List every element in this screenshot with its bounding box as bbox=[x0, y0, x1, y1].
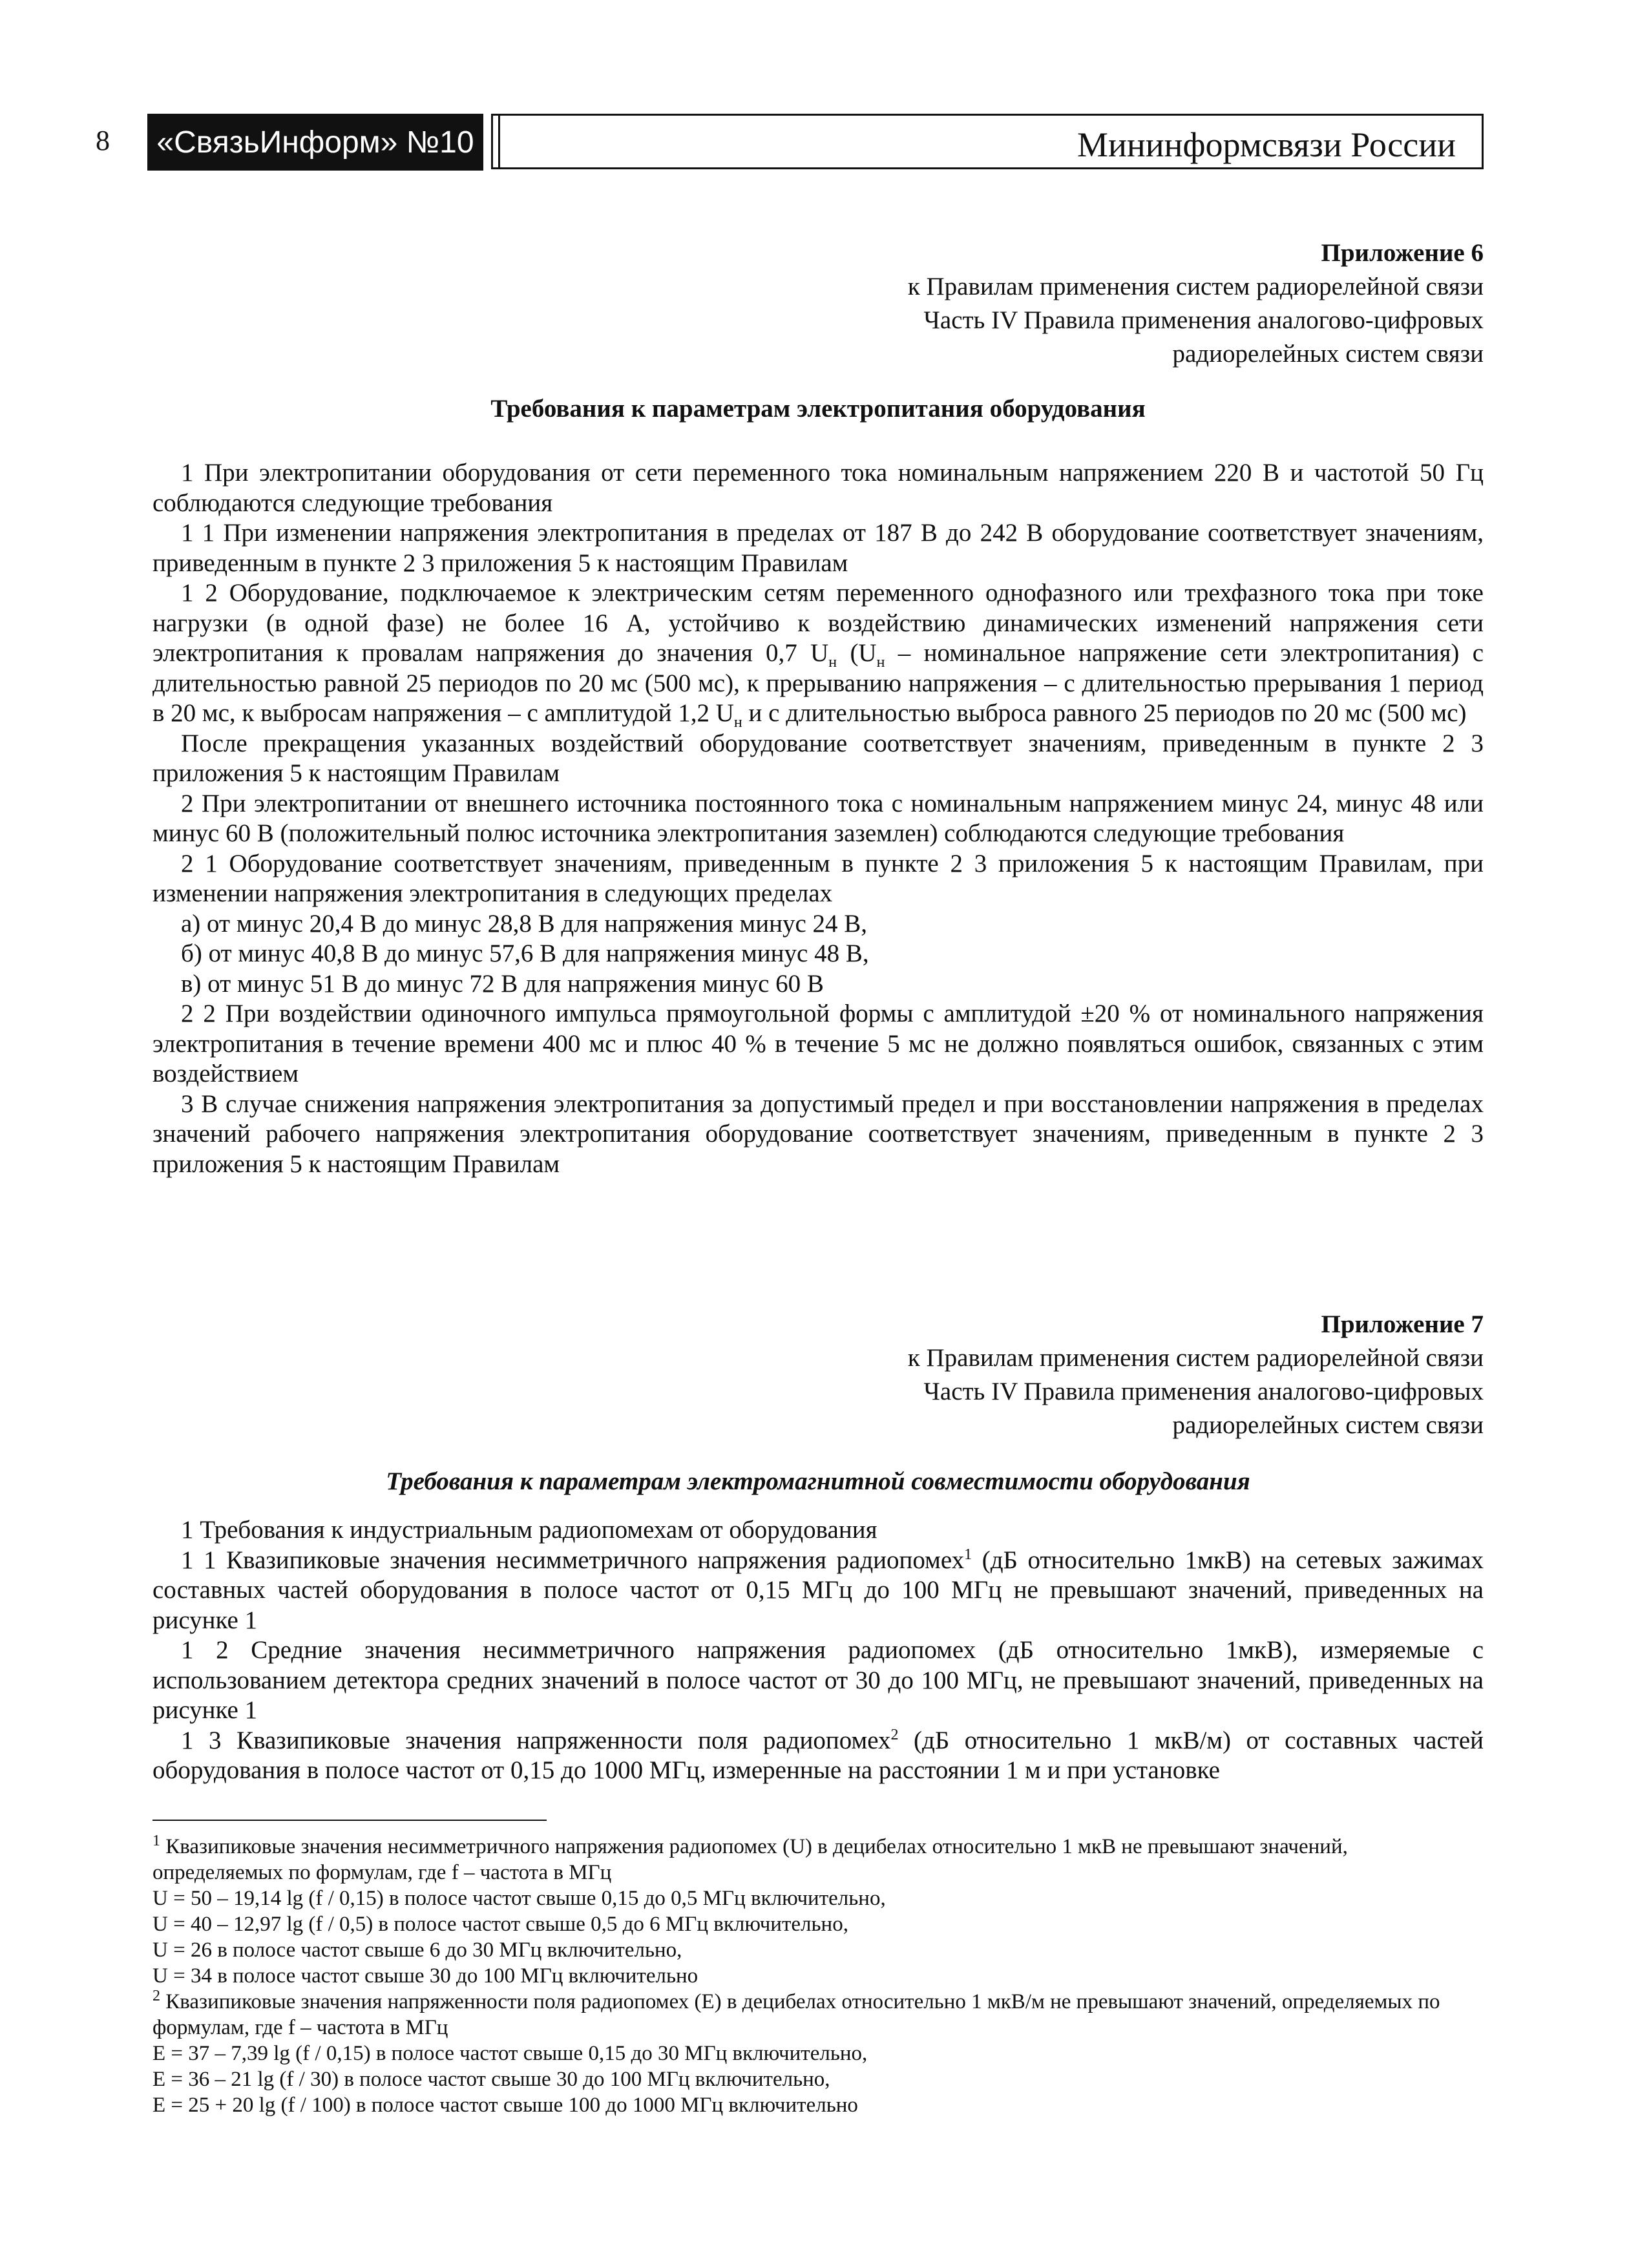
a6-paragraph-2-2: 2 2 При воздействии одиночного импульса прямоугольной формы с амплитудой ±20 % от номинального напряжения электропитания в течение времени 400 мс и плюс 40 % в течение 5 мс не должно появляться ошибок, связанных с этим воздействием bbox=[152, 1000, 1484, 1087]
appendix-7-line3: радиорелейных систем связи bbox=[1172, 1411, 1484, 1439]
footnote-1-formula-2: U = 40 – 12,97 lg (f / 0,5) в полосе частот свыше 0,5 до 6 МГц включительно, bbox=[152, 1913, 848, 1936]
a6-paragraph-2-1: 2 1 Оборудование соответствует значениям, приведенным в пункте 2 3 приложения 5 к настоящим Правилам, при изменении напряжения электропитания в следующих пределах bbox=[152, 849, 1484, 907]
a6-paragraph-after: После прекращения указанных воздействий оборудование соответствует значениям, приведенным в пункте 2 3 приложения 5 к настоящим Правилам bbox=[152, 729, 1484, 787]
footnote-2: $^2$ Квазипиковые значения напряженности поля радиопомех (Е) в децибелах относительно 1 мкВ/м не превышают значений, определяемых по формулам, где f – частота в МГц bbox=[152, 1988, 1440, 2039]
appendix-6-body bbox=[152, 394, 1484, 1179]
appendix-6-caption bbox=[152, 236, 1484, 371]
footnote-ref-2: 2 bbox=[890, 1726, 899, 1743]
footnote-1-formula-1: U = 50 – 19,14 lg (f / 0,15) в полосе частот свыше 0,15 до 0,5 МГц включительно, bbox=[152, 1887, 886, 1910]
a6-paragraph-3: 3 В случае снижения напряжения электропитания за допустимый предел и при восстановлении напряжения в пределах значений рабочего напряжения электропитания оборудование соответствует значениям, приведенным в пункте 2 3 приложения 5 к настоящим Правилам bbox=[152, 1089, 1484, 1178]
footnotes bbox=[152, 1834, 1484, 2118]
appendix-7-line2: Часть IV Правила применения аналогово-цифровых bbox=[923, 1378, 1484, 1405]
appendix-6-line1: к Правилам применения систем радиорелейной связи bbox=[907, 273, 1484, 300]
footnote-2-formula-2: Е = 36 – 21 lg (f / 30) в полосе частот свыше 30 до 100 МГц включительно, bbox=[152, 2068, 830, 2091]
a6-paragraph-1-1: 1 1 При изменении напряжения электропитания в пределах от 187 В до 242 В оборудование соответствует значениям, приведенным в пункте 2 3 приложения 5 к настоящим Правилам bbox=[152, 519, 1484, 577]
a6-item-b: б) от минус 40,8 В до минус 57,6 В для напряжения минус 48 В, bbox=[181, 940, 869, 967]
a6-paragraph-1: 1 При электропитании оборудования от сети переменного тока номинальным напряжением 220 В и частотой 50 Гц соблюдаются следующие требования bbox=[152, 459, 1484, 517]
a7-paragraph-1-3: 1 3 Квазипиковые значения напряженности поля радиопомех$^2$ (дБ относительно 1 мкВ/м) от составных частей оборудования в полосе частот от 0,15 до 1000 МГц, измеренные на расстоянии 1 м и при установке bbox=[152, 1726, 1484, 1784]
a7-paragraph-1-2: 1 2 Средние значения несимметричного напряжения радиопомех (дБ относительно 1мкВ), измеряемые с использованием детектора средних значений в полосе частот от 30 до 100 МГц, не превышают значений, приведенных на рисунке 1 bbox=[152, 1636, 1484, 1724]
appendix-7-body bbox=[152, 1467, 1484, 1786]
a6-item-a: а) от минус 20,4 В до минус 28,8 В для напряжения минус 24 В, bbox=[181, 909, 868, 938]
appendix-7-caption bbox=[152, 1308, 1484, 1442]
ministry-name: Мининформсвязи России bbox=[1077, 125, 1456, 164]
journal-title-badge bbox=[147, 114, 483, 171]
a7-paragraph-1: 1 Требования к индустриальным радиопомехам от оборудования bbox=[181, 1516, 877, 1544]
footnote-1-formula-4: U = 34 в полосе частот свыше 30 до 100 МГц включительно bbox=[152, 1964, 698, 1988]
a6-item-c: в) от минус 51 В до минус 72 В для напряжения минус 60 В bbox=[181, 969, 824, 998]
appendix-6-title: Приложение 6 bbox=[1321, 239, 1484, 267]
a7-paragraph-1-1: 1 1 Квазипиковые значения несимметричного напряжения радиопомех$^1$ (дБ относительно 1мкВ) на сетевых зажимах составных частей оборудования в полосе частот от 0,15 МГц до 100 МГц не превышают значений, приведенных на рисунке 1 bbox=[152, 1546, 1484, 1634]
footnote-2-formula-3: Е = 25 + 20 lg (f / 100) в полосе частот свыше 100 до 1000 МГц включительно bbox=[152, 2094, 858, 2117]
appendix-6-line3: радиорелейных систем связи bbox=[1172, 340, 1484, 368]
page-number: 8 bbox=[96, 125, 110, 156]
appendix-7-heading: Требования к параметрам электромагнитной совместимости оборудования bbox=[386, 1467, 1250, 1495]
appendix-7-title: Приложение 7 bbox=[1321, 1310, 1484, 1338]
footnote-1-formula-3: U = 26 в полосе частот свыше 6 до 30 МГц включительно, bbox=[152, 1938, 682, 1962]
footnote-ref-1: 1 bbox=[964, 1546, 972, 1563]
appendix-6-line2: Часть IV Правила применения аналогово-цифровых bbox=[923, 306, 1484, 334]
journal-title: «СвязьИнформ» №10 bbox=[156, 125, 474, 160]
footnote-2-formula-1: Е = 37 – 7,39 lg (f / 0,15) в полосе частот свыше 0,15 до 30 МГц включительно, bbox=[152, 2042, 868, 2065]
appendix-7-line1: к Правилам применения систем радиорелейной связи bbox=[907, 1344, 1484, 1372]
header-ministry-box bbox=[491, 114, 1484, 169]
appendix-6-heading: Требования к параметрам электропитания оборудования bbox=[490, 395, 1146, 423]
a6-paragraph-1-2: 1 2 Оборудование, подключаемое к электрическим сетям переменного однофазного или трехфазного тока при токе нагрузки (в одной фазе) не более 16 А, устойчиво к воздействию динамических изменений напряжения сети электропитания к провалам напряжения до значения 0,7 $U_н$ ($U_н$ – номинальное напряжение сети электропитания) с длительностью равной 25 периодов по 20 мс (500 мс), к прерыванию напряжения – с длительностью прерывания 1 период в 20 мс, к выбросам напряжения – с амплитудой 1,2 $U_н$ и с длительностью выброса равного 25 периодов по 20 мс (500 мс) bbox=[152, 579, 1484, 731]
a6-paragraph-2: 2 При электропитании от внешнего источника постоянного тока с номинальным напряжением минус 24, минус 48 или минус 60 В (положительный полюс источника электропитания заземлен) соблюдаются следующие требования bbox=[152, 789, 1484, 847]
footnote-separator bbox=[152, 1820, 547, 1821]
footnote-1: $^1$ Квазипиковые значения несимметричного напряжения радиопомех (U) в децибелах относительно 1 мкВ не превышают значений, определяемых по формулам, где f – частота в МГц bbox=[152, 1832, 1348, 1884]
